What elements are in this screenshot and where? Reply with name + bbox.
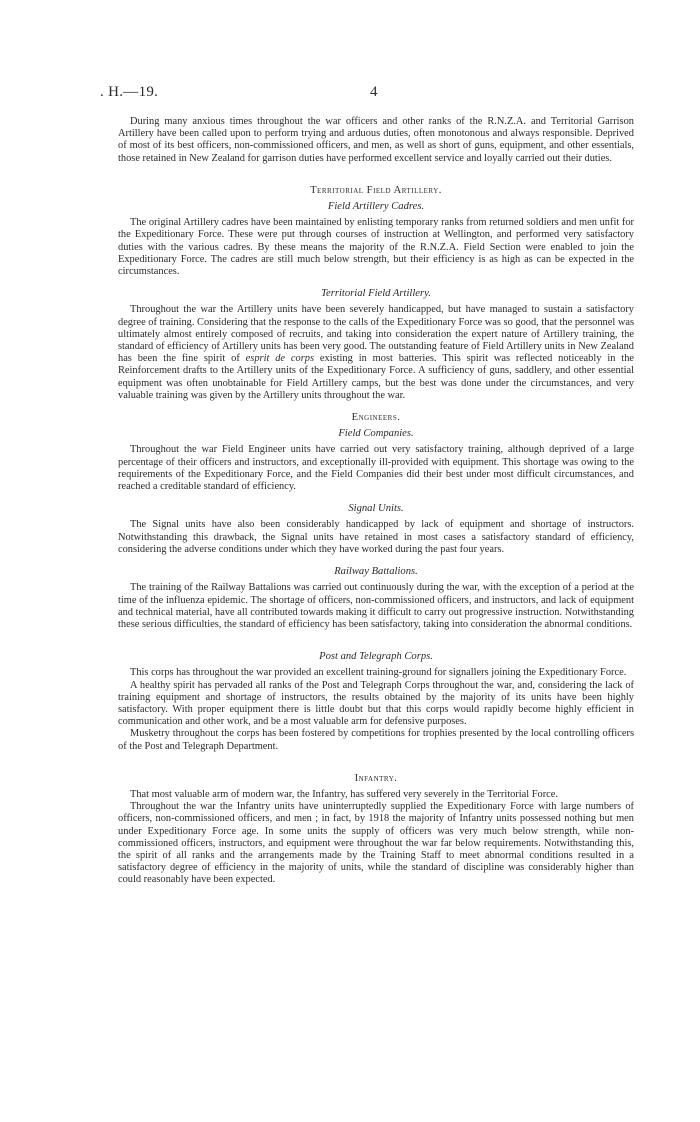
field-artillery-text-b: existing in most batteries. This spirit was reflected noticeably in the Reinforcement drafts to the Artillery units of the Expeditionary Force. A sufficiency of guns, saddlery, and other essential equipment was often unobtainable for Field Artillery camps, but the best was done under the circumstances, and very valuable training was given by the Artillery units throughout the war. (118, 353, 634, 401)
intro-paragraph: During many anxious times throughout the war officers and other ranks of the R.N.Z.A. and Territorial Garrison Artillery have been called upon to perform trying and arduous duties, often monotonous and always responsible. Deprived of most of its best officers, non-commissioned officers, and men, as well as short of guns, equipment, and other essentials, those retained in New Zealand for garrison duties have performed excellent service and loyally carried out their duties. (118, 116, 634, 164)
section-heading-engineers: Engineers. (351, 412, 401, 424)
post-telegraph-paragraph-1: This corps has throughout the war provided an excellent training-ground for signallers joining the Expeditionary Force. (130, 667, 627, 679)
post-telegraph-paragraph-2: A healthy spirit has pervaded all ranks of the Post and Telegraph Corps throughout the war, and, considering the lack of training equipment and shortage of instructors, the results obtained by the majority of its units have been highly satisfactory. With proper equipment there is little doubt but that this corps would rapidly become highly efficient in communication and other work, and be a most valuable arm for defensive purposes. (118, 679, 634, 728)
document-body (118, 116, 634, 887)
post-telegraph-paragraph-3: Musketry throughout the corps has been fostered by competitions for trophies presented by the local controlling officers of the Post and Telegraph Department. (118, 728, 634, 752)
cadres-paragraph: The original Artillery cadres have been maintained by enlisting temporary ranks from returned soldiers and men unfit for the Expeditionary Force. These were put through courses of instruction at Wellington, and performed very satisfactory duties with the various cadres. By these means the majority of the R.N.Z.A. Field Section were enabled to join the Expeditionary Force. The cadres are still much below strength, but their efficiency is as high as can be expected in the circumstances. (118, 217, 634, 278)
page-number: 4 (370, 84, 378, 100)
subheading-signal-units: Signal Units. (348, 503, 404, 515)
subheading-field-artillery-cadres: Field Artillery Cadres. (327, 201, 425, 213)
subheading-field-companies: Field Companies. (338, 428, 414, 440)
page-header (100, 86, 640, 104)
signal-units-paragraph: The Signal units have also been considerably handicapped by lack of equipment and shortage of instructors. Notwithstanding this drawback, the Signal units have retained in most cases a satisfactory standard of efficiency, considering the adverse conditions under which they have worked during the past four years. (118, 519, 634, 555)
report-code: . H.—19. (100, 84, 159, 100)
field-artillery-text-a: Throughout the war the Artillery units have been severely handicapped, but have managed to sustain a satisfactory degree of training. Considering that the response to the calls of the Expeditionary Force was so good, that the personnel was ultimately almost entirely composed of recruits, and taking into consideration the expert nature of Artillery training, the standard of efficiency of Artillery units has been very good. The outstanding feature of Field Artillery units in New Zealand has been the fine spirit of (118, 304, 634, 365)
field-companies-paragraph: Throughout the war Field Engineer units have carried out very satisfactory training, although deprived of a large percentage of their officers and instructors, and exceptionally ill-provided with equipment. This shortage was owing to the requirements of the Expeditionary Force, and the Field Companies did their best under most difficult circumstances, and reached a creditable standard of efficiency. (118, 444, 634, 493)
infantry-paragraph-1: That most valuable arm of modern war, the Infantry, has suffered very severely in the Territorial Force. (130, 788, 558, 800)
railway-battalions-paragraph: The training of the Railway Battalions was carried out continuously during the war, with the exception of a period at the time of the influenza epidemic. The shortage of officers, non-commissioned officers, and instructors, and lack of equipment and technical material, have all contributed towards making it difficult to carry out progressive instruction. Notwithstanding these serious difficulties, the standard of efficiency has been satisfactory, taking into consideration the abnormal conditions. (118, 582, 634, 630)
subheading-railway-battalions: Railway Battalions. (334, 566, 418, 578)
section-heading-territorial-field-artillery: Territorial Field Artillery. (310, 184, 442, 196)
subheading-territorial-field-artillery: Territorial Field Artillery. (321, 288, 431, 300)
esprit-de-corps-phrase: esprit de corps (245, 353, 315, 365)
infantry-paragraph-2: Throughout the war the Infantry units have uninterruptedly supplied the Expeditionary Force with large numbers of officers, non-commissioned officers, and men ; in fact, by 1918 the majority of Infantry units possessed nothing but men under Expeditionary Force age. In some units the supply of officers was very much below strength, while non-commissioned officers, instructors, and equipment were throughout the war far below requirements. Notwithstanding this, the spirit of all ranks and the arrangements made by the Training Staff to meet abnormal conditions resulted in a satisfactory degree of efficiency in the majority of units, while the standard of discipline was considerably higher than could reasonably have been expected. (118, 801, 634, 886)
section-heading-infantry: Infantry. (354, 772, 398, 784)
field-artillery-paragraph (118, 304, 634, 402)
subheading-post-telegraph-corps: Post and Telegraph Corps. (319, 651, 433, 663)
